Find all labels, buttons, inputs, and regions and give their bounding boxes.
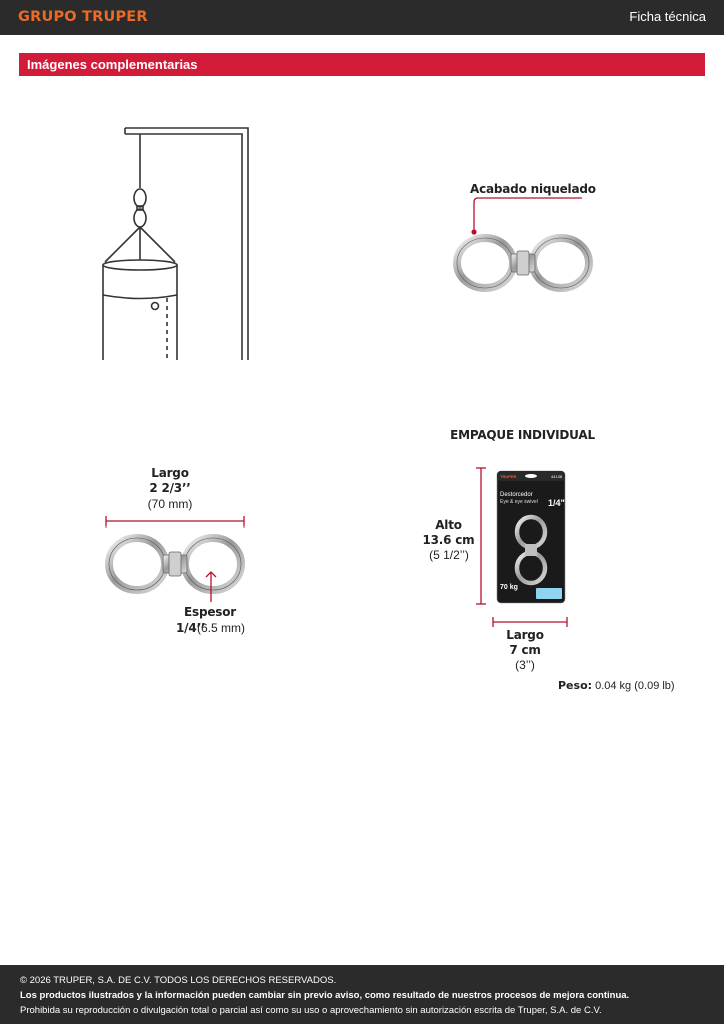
finish-callout-line: [470, 195, 585, 235]
card-size: 1/4": [548, 498, 565, 508]
section-title: Imágenes complementarias: [27, 57, 198, 72]
card-product-name: Destorcedor: [500, 492, 533, 498]
finish-label: Acabado niquelado: [470, 182, 596, 196]
footer-prohibition: Prohibida su reproducción o divulgación total o parcial así como su uso o aprovechamiento sin autorización escrita de Truper, S.A. de C.V.: [20, 1005, 602, 1016]
weight-label: Peso:: [558, 679, 593, 692]
top-bar: [0, 0, 724, 35]
footer: [0, 965, 724, 1024]
card-capacity: 70 kg: [500, 584, 518, 591]
package-height-dimension-line: [474, 466, 488, 606]
package-title: EMPAQUE INDIVIDUAL: [450, 428, 595, 442]
footer-copyright: © 2026 TRUPER, S.A. DE C.V. TODOS LOS DERECHOS RESERVADOS.: [20, 975, 337, 986]
section-header: [19, 53, 705, 76]
length-mm: (70 mm): [147, 497, 193, 511]
document-title: Ficha técnica: [629, 9, 706, 24]
package-height-label: Alto: [435, 518, 462, 532]
length-dimension-line: [104, 514, 246, 528]
usage-illustration: [95, 120, 260, 365]
weight-info: [558, 679, 675, 692]
package-length-cm: 7 cm: [509, 643, 541, 657]
footer-notice: Los productos ilustrados y la información pueden cambiar sin previo aviso, como resultado de nuestros procesos de mejora continua.: [20, 990, 630, 1001]
dimensioned-swivel-image: [104, 532, 246, 596]
length-label: Largo: [151, 466, 189, 480]
thickness-mm: (6.5 mm): [197, 621, 245, 635]
card-code: 44138: [551, 474, 563, 479]
weight-value: 0.04 kg (0.09 lb): [595, 680, 675, 692]
package-length-in: (3’’): [515, 658, 535, 672]
length-inches: 2 2/3’’: [149, 481, 191, 495]
swivel-product-image: [453, 232, 593, 294]
thickness-label: Espesor: [184, 605, 236, 619]
card-product-name-en: Eye & eye swivel: [500, 499, 538, 505]
package-length-dimension-line: [491, 615, 569, 629]
thickness-inches: 1/4’’: [176, 621, 206, 635]
brand-logo: GRUPO TRUPER: [18, 9, 148, 25]
package-length-label: Largo: [506, 628, 544, 642]
thickness-arrow: [203, 570, 219, 604]
package-height-cm: 13.6 cm: [422, 533, 475, 547]
card-brand: TRUPER: [500, 474, 517, 479]
package-height-in: (5 1/2’’): [429, 548, 469, 562]
